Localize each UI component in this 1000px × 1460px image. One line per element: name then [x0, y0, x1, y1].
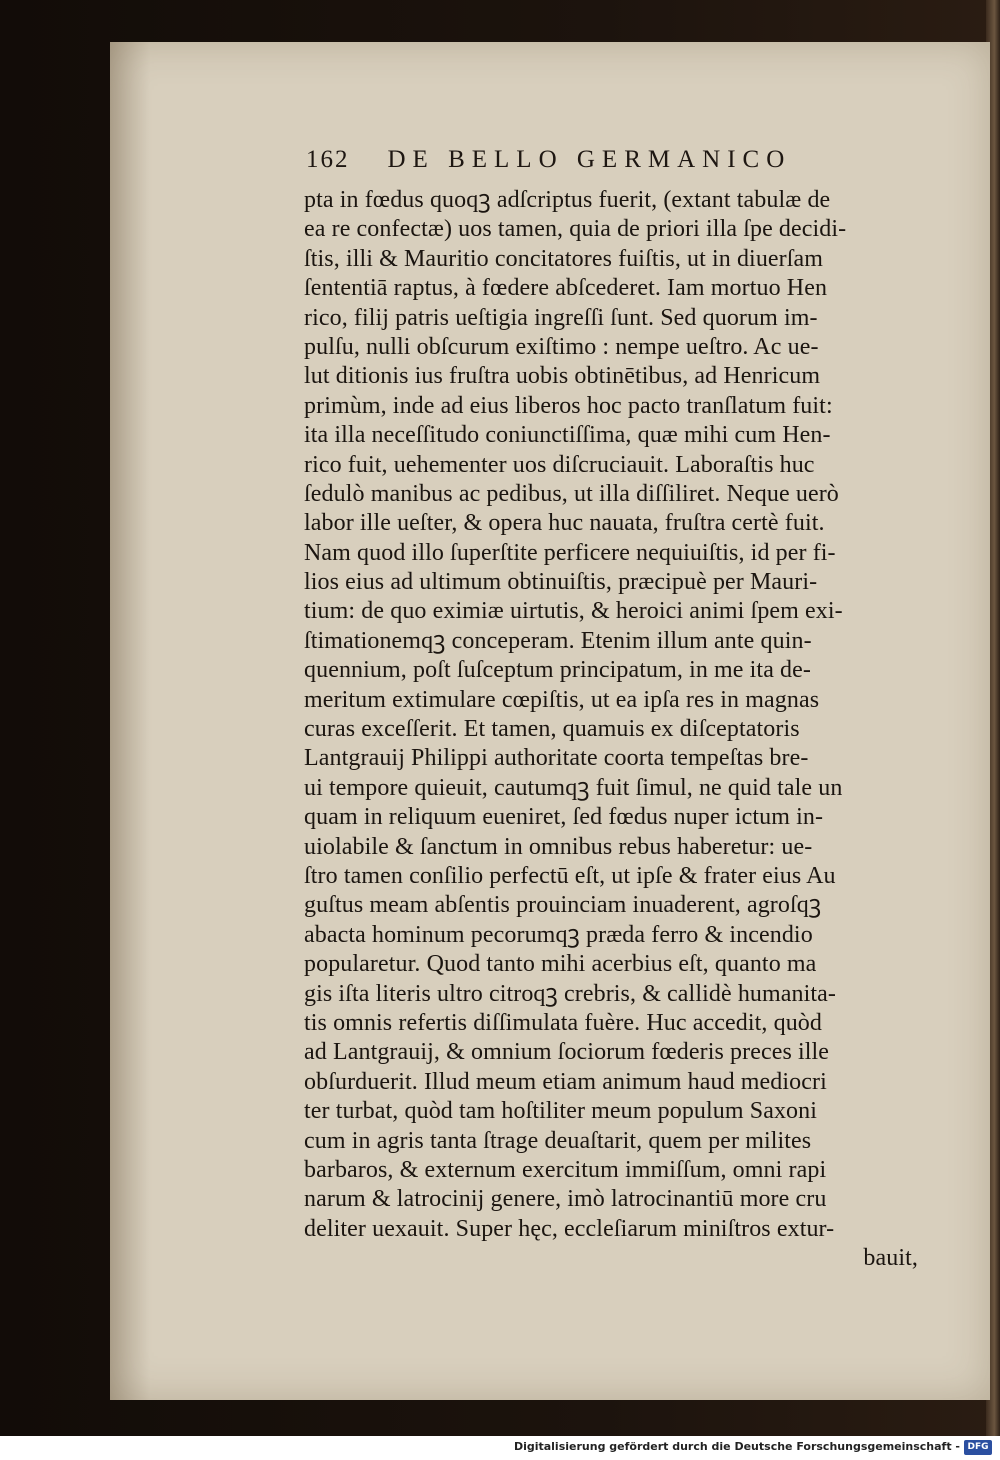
funding-credit: Digitalisierung gefördert durch die Deutsche Forschungsgemeinschaft - [513, 1440, 960, 1453]
text-line: labor ille ueſter, & opera huc nauata, fruſtra certè fuit. [304, 510, 825, 537]
text-line: ita illa neceſſitudo coniunctiſſima, quæ mihi cum Hen- [304, 422, 831, 449]
text-line: tis omnis refertis diſſimulata fuère. Huc accedit, quòd [304, 1009, 823, 1036]
text-line: deliter uexauit. Super hęc, eccleſiarum miniſtros extur- [304, 1215, 835, 1242]
text-line: popularetur. Quod tanto mihi acerbius eſt, quanto ma [304, 951, 817, 978]
text-line: ui tempore quieuit, cautumqꝫ fuit ſimul, ne quid tale un [304, 774, 843, 801]
text-line: quennium, poſt ſuſceptum principatum, in me ita de- [304, 657, 811, 684]
text-line: gis iſta literis ultro citroqꝫ crebris, & callidè humanita- [304, 980, 837, 1007]
text-line: cum in agris tanta ſtrage deuaſtarit, quem per milites [304, 1127, 812, 1154]
footer-bar [0, 1436, 1000, 1460]
text-line: curas exceſſerit. Et tamen, quamuis ex diſceptatoris [304, 716, 800, 743]
text-line: Nam quod illo ſuperſtite perficere nequiuiſtis, id per fi- [304, 539, 836, 566]
text-line: pulſu, nulli obſcurum exiſtimo : nempe ueſtro. Ac ue- [304, 333, 819, 360]
running-title: DE BELLO GERMANICO [387, 146, 792, 173]
text-line: rico, filij patris ueſtigia ingreſſi ſunt. Sed quorum im- [304, 304, 818, 331]
dfg-logo: DFG [964, 1440, 992, 1455]
text-line: uiolabile & ſanctum in omnibus rebus haberetur: ue- [304, 833, 813, 860]
text-line: primùm, inde ad eius liberos hoc pacto tranſlatum fuit: [304, 392, 833, 419]
text-line: rico fuit, uehementer uos diſcruciauit. Laboraſtis huc [304, 451, 815, 478]
text-line: ad Lantgrauij, & omnium ſociorum fœderis preces ille [304, 1039, 830, 1066]
text-line: ſtis, illi & Mauritio concitatores fuiſtis, ut in diuerſam [304, 245, 824, 272]
text-line: meritum extimulare cœpiſtis, ut ea ipſa res in magnas [304, 686, 820, 713]
text-line: ſtimationemqꝫ conceperam. Etenim illum ante quin- [304, 627, 812, 654]
page-gutter-shadow [110, 42, 150, 1400]
text-line: lut ditionis ius fruſtra uobis obtinētibus, ad Henricum [304, 363, 821, 390]
text-line: guſtus meam abſentis prouinciam inuaderent, agroſqꝫ [304, 892, 822, 919]
text-line: Lantgrauij Philippi authoritate coorta tempeſtas bre- [304, 745, 809, 772]
text-line: lios eius ad ultimum obtinuiſtis, præcipuè per Mauri- [304, 569, 818, 596]
text-block [304, 186, 924, 1273]
text-line: quam in reliquum eueniret, ſed fœdus nuper ictum in- [304, 804, 824, 831]
running-head [306, 146, 866, 180]
text-line: ter turbat, quòd tam hoſtiliter meum populum Saxoni [304, 1098, 818, 1125]
text-line: ſtro tamen conſilio perfectū eſt, ut ipſe & frater eius Au [304, 862, 836, 889]
text-line: pta in fœdus quoqꝫ adſcriptus fuerit, (extant tabulæ de [304, 187, 831, 213]
text-line: tium: de quo eximiæ uirtutis, & heroici animi ſpem exi- [304, 598, 843, 625]
text-line: abacta hominum pecorumqꝫ præda ferro & incendio [304, 921, 813, 948]
text-line: obſurduerit. Illud meum etiam animum haud mediocri [304, 1068, 827, 1095]
text-line: ea re confectæ) uos tamen, quia de priori illa ſpe decidi- [304, 216, 847, 243]
text-line: narum & latrocinij genere, imò latrocinantiū more cru [304, 1186, 827, 1213]
page-number: 162 [306, 146, 350, 173]
text-line: barbaros, & externum exercitum immiſſum, omni rapi [304, 1156, 827, 1183]
catchword: bauit, [863, 1245, 918, 1272]
text-line: ſedulò manibus ac pedibus, ut illa diſſiliret. Neque uerò [304, 480, 839, 507]
text-line: ſententiā raptus, à fœdere abſcederet. Iam mortuo Hen [304, 275, 828, 302]
